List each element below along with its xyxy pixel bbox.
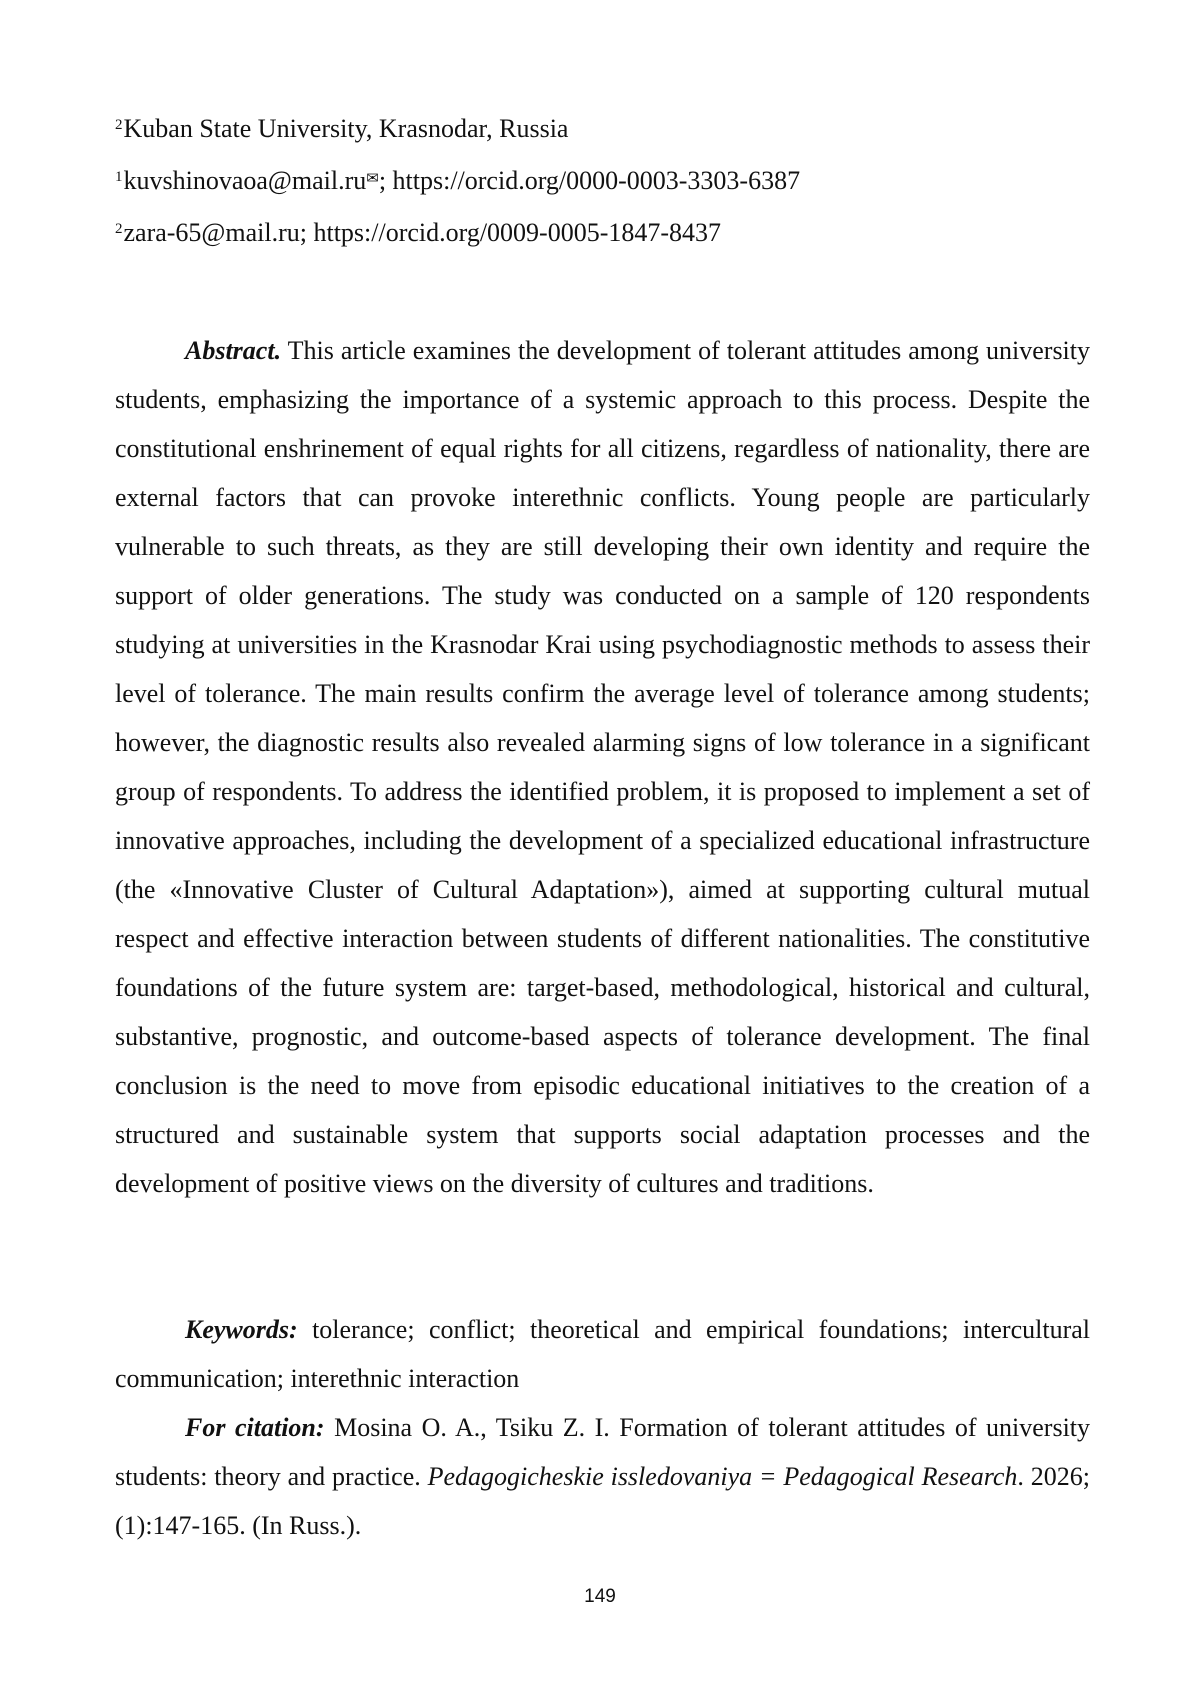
affiliation-text: Kuban State University, Krasnodar, Russia	[123, 114, 569, 143]
page-number: 149	[584, 1586, 616, 1607]
author2-superscript: 2	[115, 221, 123, 237]
keywords-label: Keywords:	[185, 1315, 298, 1344]
affiliation-superscript: 2	[115, 117, 123, 133]
author1-email[interactable]: kuvshinovaoa@mail.ru	[123, 166, 367, 195]
abstract-label: Abstract.	[185, 336, 282, 365]
author2-contact-line	[115, 216, 1090, 250]
author2-contact-text: zara-65@mail.ru; https://orcid.org/0009-0005-1847-8437	[123, 218, 722, 247]
keywords-paragraph	[115, 1305, 1090, 1403]
author1-orcid: ; https://orcid.org/0000-0003-3303-6387	[378, 166, 801, 195]
abstract-paragraph	[115, 326, 1090, 1208]
author1-superscript: 1	[115, 169, 123, 185]
citation-label: For citation:	[185, 1413, 325, 1442]
envelope-icon: ✉	[366, 171, 379, 187]
abstract-text: This article examines the development of tolerant attitudes among university students, emphasizing the importance of a systemic approach to this process. Despite the constitutional enshrinement of equal rights for all citizens, regardless of nationality, there are external factors that can provoke interethnic conflicts. Young people are particularly vulnerable to such threats, as they are still developing their own identity and require the support of older generations. The study was conducted on a sample of 120 respondents studying at universities in the Krasnodar Krai using psychodiagnostic methods to assess their level of tolerance. The main results confirm the average level of tolerance among students; however, the diagnostic results also revealed alarming signs of low tolerance in a significant group of respondents. To address the identified problem, it is proposed to implement a set of innovative approaches, including the development of a specialized educational infrastructure (the «Innovative Cluster of Cultural Adaptation»), aimed at supporting cultural mutual respect and effective interaction between students of different nationalities. The constitutive foundations of the future system are: target-based, methodological, historical and cultural, substantive, prognostic, and outcome-based aspects of tolerance development. The final conclusion is the need to move from episodic educational initiatives to the creation of a structured and sustainable system that supports social adaptation processes and the development of positive views on the diversity of cultures and traditions.	[115, 336, 1091, 1198]
keywords-text: tolerance; conflict; theoretical and empirical foundations; intercultural communication; interethnic interaction	[115, 1315, 1090, 1393]
affiliation-line	[115, 112, 1090, 146]
citation-details: . 2026;(1):147-165. (In Russ.).	[115, 1462, 1090, 1540]
citation-paragraph	[115, 1403, 1090, 1550]
author1-contact-line	[115, 164, 1090, 198]
citation-text: Mosina O. A., Tsiku Z. I. Formation of tolerant attitudes of university students: theory and practice.	[115, 1413, 1091, 1491]
citation-journal: Pedagogicheskie issledovaniya = Pedagogical Research	[427, 1462, 1018, 1491]
